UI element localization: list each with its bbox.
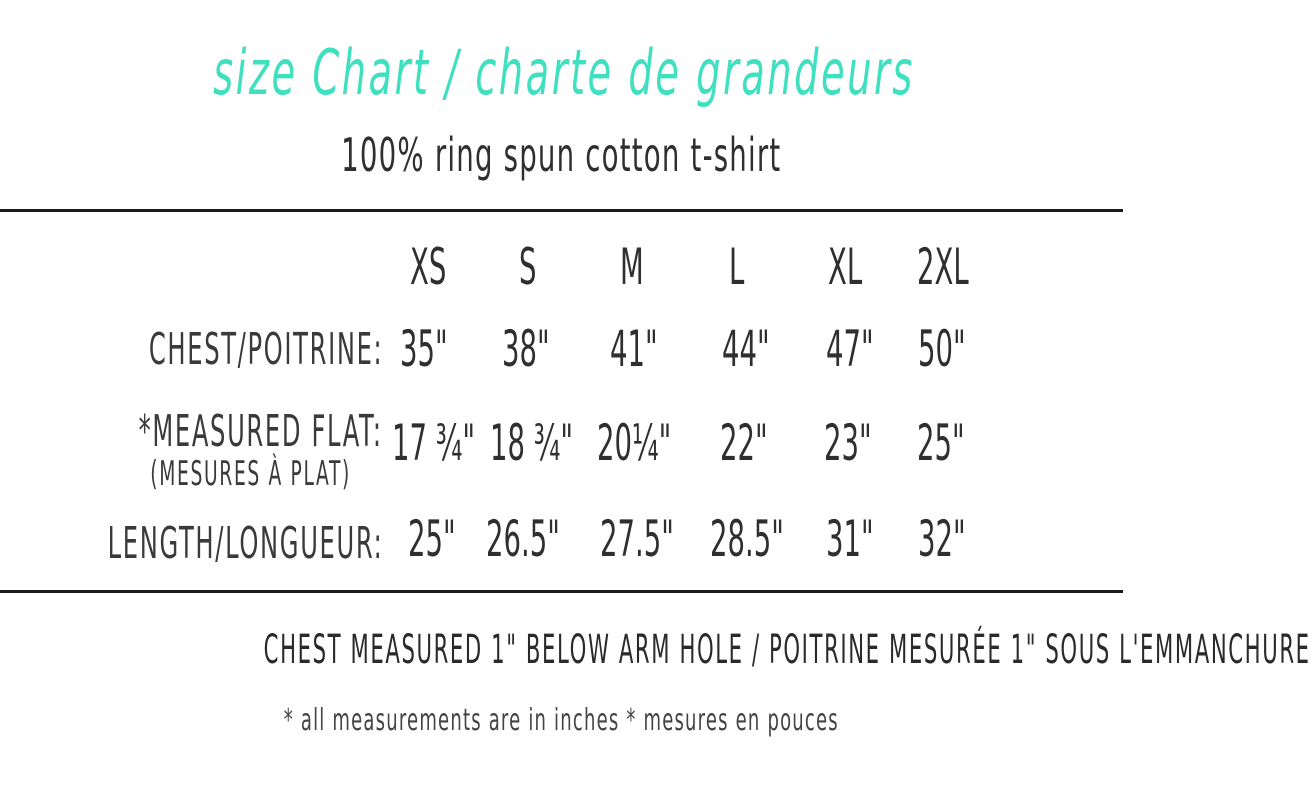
flat-s: 18 ¾": [490, 414, 574, 472]
size-header-2xl: 2XL: [917, 238, 969, 296]
chest-m: 41": [610, 320, 658, 378]
chest-l: 44": [722, 320, 770, 378]
length-xs: 25": [408, 510, 456, 568]
row-sublabel-measured-flat: (MESURES À PLAT): [150, 454, 351, 494]
row-label-measured-flat: *MEASURED FLAT:: [139, 406, 383, 457]
length-s: 26.5": [486, 510, 560, 568]
chart-title: size Chart / charte de grandeurs: [213, 36, 915, 109]
length-2xl: 32": [918, 510, 966, 568]
chest-xl: 47": [826, 320, 874, 378]
flat-m: 20¼": [597, 414, 672, 472]
row-label-chest: CHEST/POITRINE:: [148, 324, 383, 375]
length-l: 28.5": [710, 510, 784, 568]
size-header-m: M: [620, 238, 644, 296]
size-header-xs: XS: [410, 238, 447, 296]
size-header-l: L: [729, 238, 745, 296]
length-xl: 31": [826, 510, 874, 568]
bottom-divider: [0, 590, 1123, 593]
units-note: * all measurements are in inches * mesures en pouces: [283, 703, 839, 738]
top-divider: [0, 209, 1123, 212]
flat-xl: 23": [824, 414, 872, 472]
size-header-s: S: [519, 238, 537, 296]
chest-measurement-note: CHEST MEASURED 1" BELOW ARM HOLE / POITRINE MESURÉE 1" SOUS L'EMMANCHURE: [263, 627, 1311, 673]
chest-s: 38": [502, 320, 550, 378]
chest-2xl: 50": [918, 320, 966, 378]
chest-xs: 35": [400, 320, 448, 378]
flat-2xl: 25": [917, 414, 965, 472]
row-label-length: LENGTH/LONGUEUR:: [107, 518, 383, 569]
flat-xs: 17 ¾": [392, 414, 476, 472]
length-m: 27.5": [600, 510, 674, 568]
size-header-xl: XL: [828, 238, 863, 296]
chart-subtitle: 100% ring spun cotton t-shirt: [341, 128, 782, 182]
flat-l: 22": [720, 414, 768, 472]
